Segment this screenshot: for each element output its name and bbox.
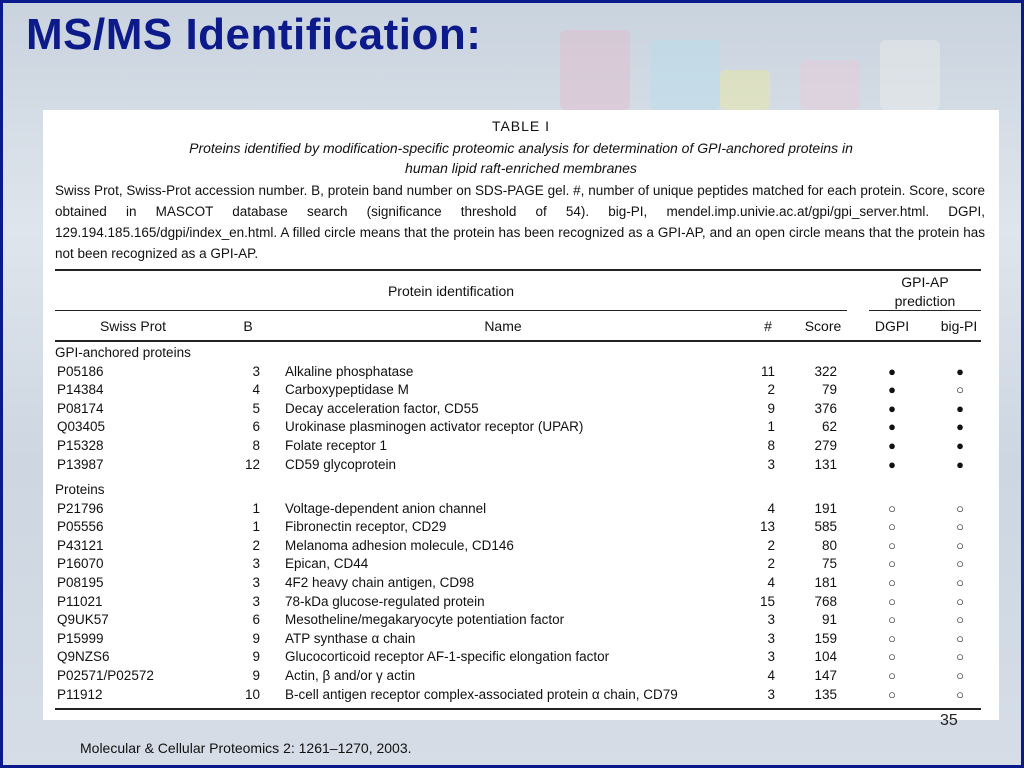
cell-score: 131 <box>814 456 837 472</box>
column-header-count: # <box>764 318 772 334</box>
column-header-dgpi: DGPI <box>874 318 910 334</box>
cell-name: Carboxypeptidase M <box>285 382 409 398</box>
cell-score: 147 <box>814 668 837 683</box>
caption-line: human lipid raft-enriched membranes <box>405 160 637 176</box>
cell-big-pi: ○ <box>956 668 964 683</box>
header-prediction: prediction <box>894 293 956 309</box>
cell-count: 2 <box>767 556 775 572</box>
cell-band: 4 <box>252 382 260 398</box>
cell-swiss-prot: P08195 <box>57 575 104 590</box>
cell-swiss-prot: P43121 <box>57 537 104 553</box>
table-note: Swiss Prot, Swiss-Prot accession number. B, protein band number on SDS-PAGE gel. #, number of unique peptides matched for each protein. Score, score obtained in MASCOT database search (significance threshold of 54). big-PI, mendel.imp.univie.ac.at/gpi/gpi_server.html. DGPI, 129.194.185.165/dgpi/index_en.html. A filled circle means that the protein has been recognized as a GPI-AP, and an open circle means that the protein has not been recognized as a GPI-AP. <box>55 183 985 261</box>
cell-band: 9 <box>252 649 260 665</box>
cell-score: 159 <box>814 630 837 646</box>
cell-score: 279 <box>814 438 837 453</box>
cell-name: Fibronectin receptor, CD29 <box>285 519 447 535</box>
cell-swiss-prot: P14384 <box>57 382 104 398</box>
cell-score: 62 <box>821 419 837 435</box>
cell-score: 80 <box>821 537 837 553</box>
cell-dgpi: ○ <box>888 575 896 590</box>
cell-swiss-prot: P08174 <box>57 400 104 416</box>
cell-big-pi: ● <box>956 419 964 435</box>
column-header-b: B <box>243 318 253 334</box>
slide-title: MS/MS Identification: <box>26 10 482 59</box>
cell-swiss-prot: P11912 <box>57 686 103 702</box>
cell-swiss-prot: Q03405 <box>57 419 106 435</box>
cell-band: 3 <box>252 363 260 379</box>
cell-name: Alkaline phosphatase <box>285 363 414 379</box>
cell-band: 3 <box>252 575 260 590</box>
cell-name: 4F2 heavy chain antigen, CD98 <box>285 575 475 590</box>
cell-count: 3 <box>767 612 775 628</box>
cell-count: 4 <box>767 668 775 683</box>
cell-dgpi: ○ <box>888 686 896 702</box>
cell-name: Urokinase plasminogen activator receptor (UPAR) <box>285 419 584 435</box>
section-title: GPI-anchored proteins <box>55 345 191 360</box>
cell-swiss-prot: P21796 <box>57 500 104 516</box>
cell-dgpi: ○ <box>888 668 896 683</box>
cell-name: Epican, CD44 <box>285 556 369 572</box>
cell-name: Actin, β and/or γ actin <box>285 668 416 683</box>
cell-score: 768 <box>814 593 837 609</box>
cell-name: Mesotheline/megakaryocyte potentiation factor <box>285 612 565 628</box>
cell-name: Decay acceleration factor, CD55 <box>285 400 479 416</box>
cell-band: 1 <box>252 519 260 535</box>
cell-dgpi: ● <box>888 382 896 398</box>
cell-name: Glucocorticoid receptor AF-1-specific elongation factor <box>285 649 610 665</box>
table-rule-group <box>55 310 847 311</box>
section-title: Proteins <box>55 482 105 497</box>
cell-dgpi: ● <box>888 456 896 472</box>
table-rule-bottom <box>55 708 981 710</box>
cell-score: 75 <box>821 556 837 572</box>
cell-band: 6 <box>252 612 260 628</box>
cell-dgpi: ○ <box>888 556 896 572</box>
cell-score: 585 <box>814 519 837 535</box>
cell-swiss-prot: Q9UK57 <box>57 612 109 628</box>
header-protein-identification: Protein identification <box>387 283 515 299</box>
cell-band: 9 <box>252 630 260 646</box>
table-caption <box>43 138 999 178</box>
cell-score: 376 <box>814 400 837 416</box>
cell-count: 4 <box>767 500 775 516</box>
cell-band: 10 <box>244 686 260 702</box>
cell-swiss-prot: P11021 <box>57 593 103 609</box>
cell-band: 5 <box>252 400 260 416</box>
cell-band: 6 <box>252 419 260 435</box>
column-header-big-pi: big-PI <box>940 318 978 334</box>
cell-big-pi: ● <box>956 363 964 379</box>
cell-name: Melanoma adhesion molecule, CD146 <box>285 537 514 553</box>
background-decoration <box>560 30 630 110</box>
cell-score: 181 <box>814 575 837 590</box>
caption-line: Proteins identified by modification-specific proteomic analysis for determination of GPI-anchored proteins in <box>189 140 853 156</box>
cell-big-pi: ○ <box>956 630 964 646</box>
table-panel <box>43 110 999 720</box>
cell-dgpi: ● <box>888 363 896 379</box>
cell-big-pi: ○ <box>956 519 964 535</box>
cell-dgpi: ○ <box>888 593 896 609</box>
cell-dgpi: ○ <box>888 649 896 665</box>
cell-name: Folate receptor 1 <box>285 438 388 453</box>
cell-name: CD59 glycoprotein <box>285 456 397 472</box>
background-decoration <box>650 40 720 110</box>
cell-big-pi: ○ <box>956 382 964 398</box>
cell-name: ATP synthase α chain <box>285 630 416 646</box>
cell-score: 191 <box>814 500 837 516</box>
cell-count: 4 <box>767 575 775 590</box>
cell-big-pi: ○ <box>956 612 964 628</box>
cell-score: 135 <box>814 686 837 702</box>
cell-swiss-prot: P05556 <box>57 519 104 535</box>
column-header-score: Score <box>804 318 842 334</box>
cell-big-pi: ○ <box>956 649 964 665</box>
cell-count: 2 <box>767 537 775 553</box>
cell-band: 12 <box>244 456 260 472</box>
cell-score: 79 <box>821 382 837 398</box>
table-label: TABLE I <box>491 118 551 134</box>
table-rule-top <box>55 269 981 271</box>
cell-dgpi: ○ <box>888 612 896 628</box>
cell-big-pi: ○ <box>956 500 964 516</box>
cell-count: 3 <box>767 456 775 472</box>
cell-dgpi: ○ <box>888 500 896 516</box>
cell-swiss-prot: P16070 <box>57 556 104 572</box>
cell-big-pi: ○ <box>956 575 964 590</box>
header-gpi-ap: GPI-AP <box>901 274 949 290</box>
cell-big-pi: ○ <box>956 593 964 609</box>
cell-swiss-prot: P05186 <box>57 363 104 379</box>
page-number: 35 <box>940 712 958 729</box>
source-citation: Molecular & Cellular Proteomics 2: 1261–1270, 2003. <box>80 740 412 756</box>
cell-big-pi: ● <box>956 400 964 416</box>
cell-swiss-prot: P15328 <box>57 438 104 453</box>
cell-name: B-cell antigen receptor complex-associated protein α chain, CD79 <box>285 686 678 702</box>
cell-big-pi: ○ <box>956 686 964 702</box>
cell-big-pi: ● <box>956 438 964 453</box>
cell-band: 3 <box>252 593 260 609</box>
cell-count: 3 <box>767 649 775 665</box>
cell-dgpi: ○ <box>888 519 896 535</box>
cell-name: Voltage-dependent anion channel <box>285 500 487 516</box>
cell-big-pi: ○ <box>956 556 964 572</box>
cell-count: 9 <box>767 400 775 416</box>
cell-swiss-prot: P15999 <box>57 630 104 646</box>
cell-count: 15 <box>759 593 775 609</box>
cell-count: 8 <box>767 438 775 453</box>
cell-count: 2 <box>767 382 775 398</box>
cell-dgpi: ● <box>888 419 896 435</box>
cell-count: 13 <box>759 519 775 535</box>
cell-dgpi: ● <box>888 438 896 453</box>
cell-swiss-prot: Q9NZS6 <box>57 649 110 665</box>
cell-count: 11 <box>760 363 775 379</box>
cell-band: 9 <box>252 668 260 683</box>
cell-count: 3 <box>767 686 775 702</box>
cell-dgpi: ○ <box>888 630 896 646</box>
cell-band: 2 <box>252 537 260 553</box>
cell-big-pi: ○ <box>956 537 964 553</box>
cell-swiss-prot: P02571/P02572 <box>57 668 154 683</box>
cell-count: 3 <box>767 630 775 646</box>
cell-dgpi: ○ <box>888 537 896 553</box>
cell-score: 322 <box>814 363 837 379</box>
column-header-name: Name <box>484 318 522 334</box>
cell-dgpi: ● <box>888 400 896 416</box>
cell-score: 104 <box>814 649 837 665</box>
cell-band: 3 <box>252 556 260 572</box>
background-decoration <box>720 70 770 110</box>
cell-swiss-prot: P13987 <box>57 456 104 472</box>
cell-score: 91 <box>821 612 837 628</box>
table-rule-group <box>869 310 981 311</box>
table-rule-header <box>55 340 981 342</box>
cell-count: 1 <box>767 419 775 435</box>
cell-band: 8 <box>252 438 260 453</box>
cell-band: 1 <box>252 500 260 516</box>
cell-big-pi: ● <box>956 456 964 472</box>
background-decoration <box>800 60 860 110</box>
cell-name: 78-kDa glucose-regulated protein <box>285 593 485 609</box>
background-decoration <box>880 40 940 110</box>
column-header-swiss-prot: Swiss Prot <box>99 318 167 334</box>
